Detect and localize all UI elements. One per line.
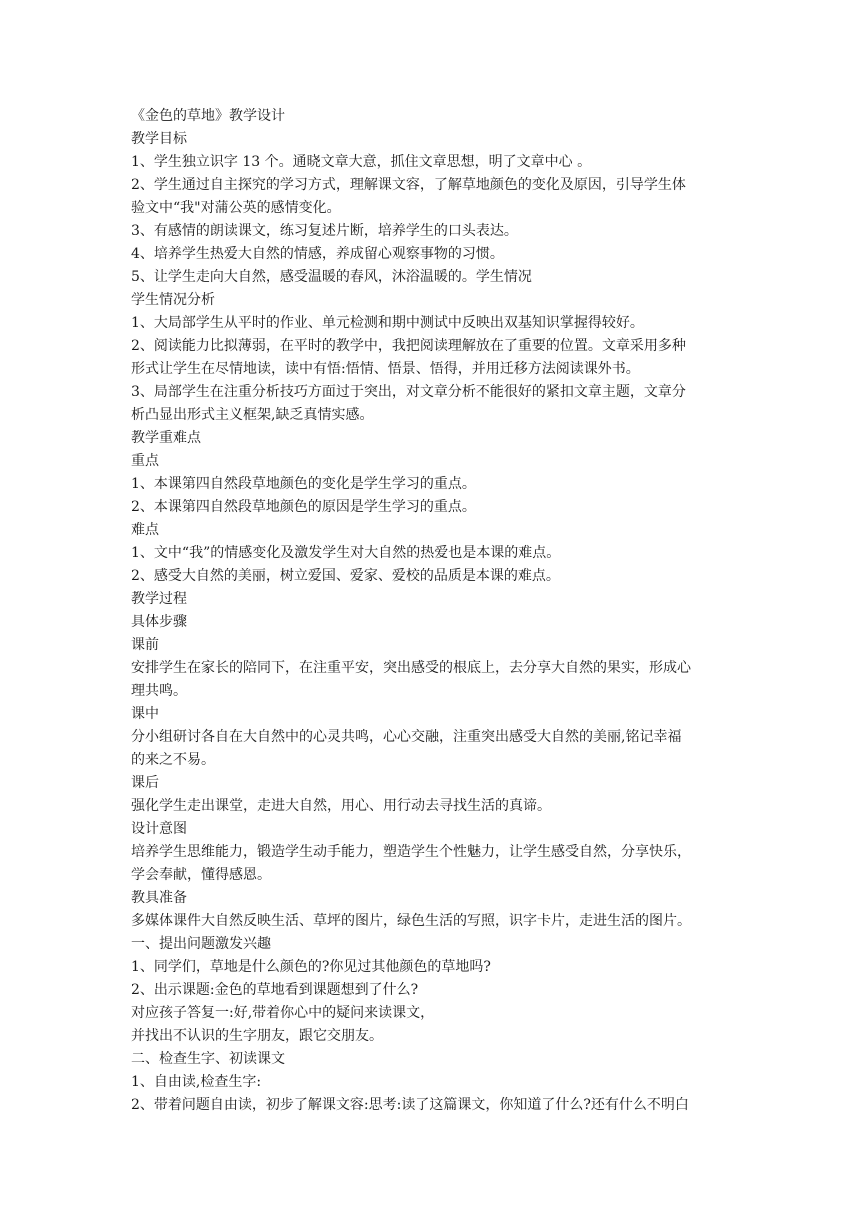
text-line: 理共鸣。: [131, 683, 187, 699]
text-line: 对应孩子答复一:好,带着你心中的疑问来读课文，: [131, 1005, 435, 1021]
text-line: 分小组研讨各自在大自然中的心灵共鸣，心心交融，注重突出感受大自然的美丽,铭记幸福: [131, 729, 682, 745]
text-line: 学会奉献，懂得感恩。: [131, 867, 271, 883]
text-line: 2、带着问题自由读，初步了解课文容:思考:读了这篇课文，你知道了什么?还有什么不明白: [131, 1097, 689, 1113]
text-line: 教学过程: [131, 591, 187, 607]
text-line: 1、同学们，草地是什么颜色的?你见过其他颜色的草地吗?: [131, 959, 491, 975]
text-line: 课后: [131, 775, 159, 791]
text-line: 1、自由读,检查生字:: [131, 1074, 262, 1090]
text-line: 二、检查生字、初读课文: [131, 1051, 285, 1067]
text-line: 学生情况分析: [131, 292, 215, 308]
text-line: 4、培养学生热爱大自然的情感，养成留心观察事物的习惯。: [131, 246, 504, 262]
text-line: 多媒体课件大自然反映生活、草坪的图片，绿色生活的写照，识字卡片，走进生活的图片。: [131, 913, 691, 929]
text-line: 2、出示课题:金色的草地看到课题想到了什么?: [131, 982, 419, 998]
text-line: 1、本课第四自然段草地颜色的变化是学生学习的重点。: [131, 476, 476, 492]
text-line: 的来之不易。: [131, 752, 215, 768]
text-line: 教具准备: [131, 890, 187, 906]
text-line: 形式让学生在尽情地读，读中有悟:悟情、悟景、悟得，并用迁移方法阅读课外书。: [131, 361, 640, 377]
text-line: 并找出不认识的生字朋友，跟它交朋友。: [131, 1028, 383, 1044]
text-line: 安排学生在家长的陪同下，在注重平安，突出感受的根底上，去分享大自然的果实，形成心: [131, 660, 691, 676]
text-line: 难点: [131, 522, 159, 538]
text-line: 强化学生走出课堂，走进大自然，用心、用行动去寻找生活的真谛。: [131, 798, 551, 814]
text-line: 1、学生独立识字 13 个。通晓文章大意，抓住文章思想，明了文章中心 。: [131, 154, 592, 170]
text-line: 1、大局部学生从平时的作业、单元检测和期中测试中反映出双基知识掌握得较好。: [131, 315, 644, 331]
text-line: 培养学生思维能力，锻造学生动手能力，塑造学生个性魅力，让学生感受自然，分享快乐，: [131, 844, 691, 860]
text-line: 《金色的草地》教学设计: [131, 108, 285, 124]
text-line: 验文中“我"对蒲公英的感情变化。: [131, 200, 341, 216]
text-line: 重点: [131, 453, 159, 469]
text-line: 设计意图: [131, 821, 187, 837]
text-line: 具体步骤: [131, 614, 187, 630]
text-line: 一、提出问题激发兴趣: [131, 936, 271, 952]
text-line: 2、学生通过自主探究的学习方式，理解课文容，了解草地颜色的变化及原因，引导学生体: [131, 177, 686, 193]
text-line: 3、局部学生在注重分析技巧方面过于突出，对文章分析不能很好的紧扣文章主题，文章分: [131, 384, 686, 400]
text-line: 2、本课第四自然段草地颜色的原因是学生学习的重点。: [131, 499, 476, 515]
text-line: 3、有感情的朗读课文，练习复述片断，培养学生的口头表达。: [131, 223, 518, 239]
text-line: 2、感受大自然的美丽，树立爱国、爱家、爱校的品质是本课的难点。: [131, 568, 560, 584]
text-line: 教学重难点: [131, 430, 201, 446]
text-line: 5、让学生走向大自然，感受温暖的春风，沐浴温暖的。学生情况: [131, 269, 532, 285]
text-line: 析凸显出形式主义框架,缺乏真情实感。: [131, 407, 374, 423]
text-line: 1、文中“我”的情感变化及激发学生对大自然的热爱也是本课的难点。: [131, 545, 561, 561]
text-line: 2、阅读能力比拟薄弱，在平时的教学中，我把阅读理解放在了重要的位置。文章采用多种: [131, 338, 686, 354]
text-line: 课前: [131, 637, 159, 653]
text-line: 课中: [131, 706, 159, 722]
document-body: [131, 105, 741, 1117]
text-line: 教学目标: [131, 131, 187, 147]
